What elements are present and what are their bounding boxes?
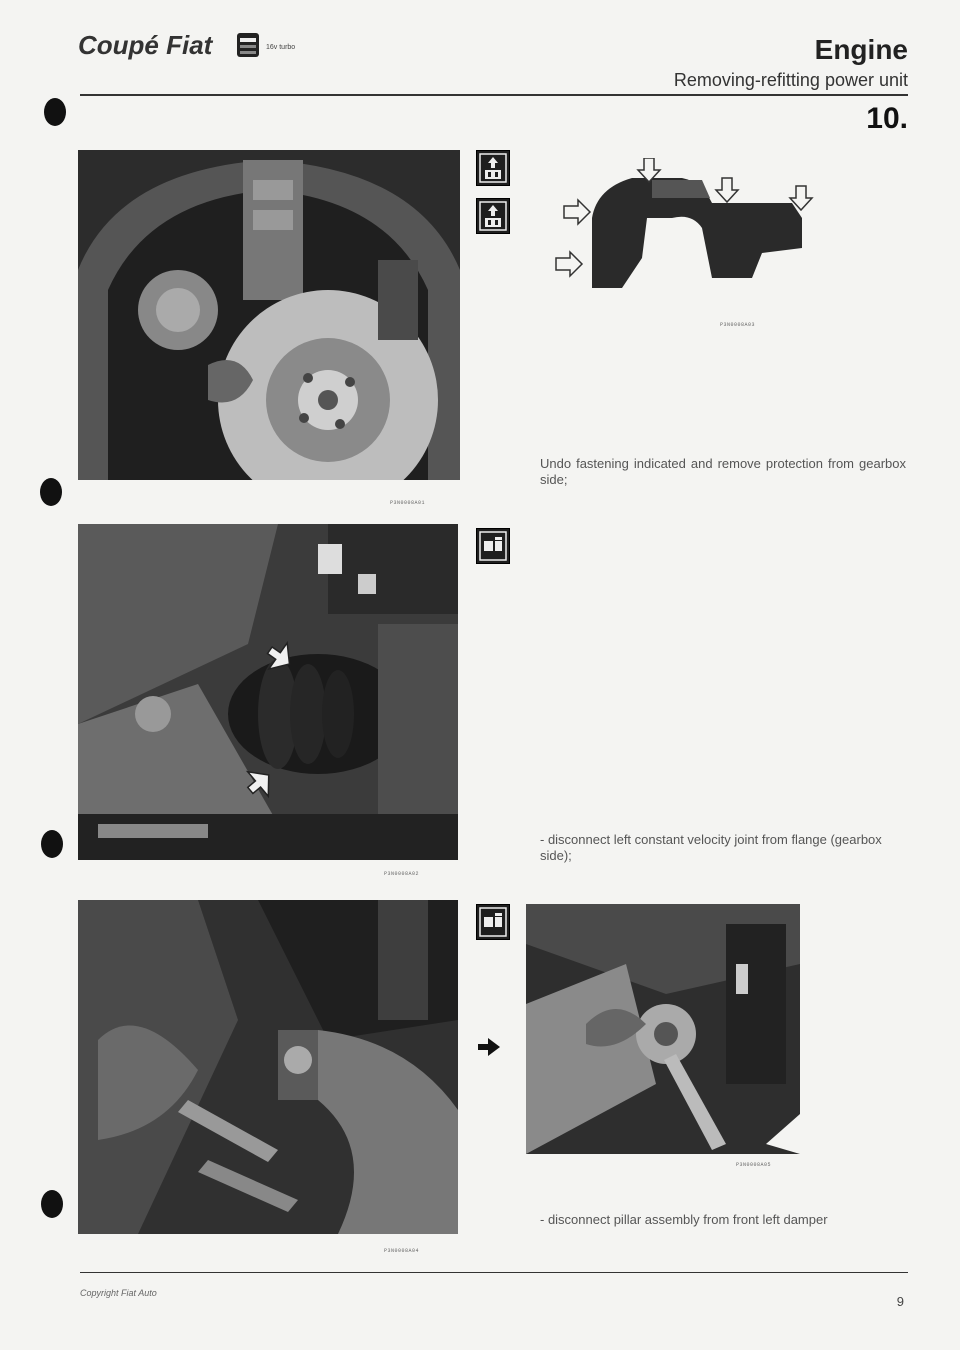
binder-hole-4 [41,1190,63,1218]
figure-ref-1: P3N0008A01 [390,500,426,506]
protection-part-diagram [552,158,832,298]
diagram-ref: P3N0008A03 [720,322,756,328]
footer-rule [80,1272,908,1273]
instruction-text-3: - disconnect pillar assembly from front left damper [540,1212,828,1227]
figure-ref-2: P3N0008A02 [384,871,420,877]
detail-ref: P3N0008A05 [736,1162,772,1168]
brand-name: Coupé Fiat [78,30,213,60]
step-number: 10. [866,102,908,135]
binder-hole-2 [40,478,62,506]
photo-pillar-detail [526,904,800,1154]
disconnect-symbol-icon [476,904,510,940]
photo-pillar-damper [78,900,458,1234]
instruction-text-2: - disconnect left constant velocity joint from flange (gearbox side); [540,832,882,863]
photo-cv-joint [78,524,458,860]
arrow-right-icon [478,1038,500,1056]
page-number: 9 [896,1294,904,1309]
section-title: Engine [814,34,908,65]
brand-logo-icon [236,32,260,58]
operation-symbol-icon [476,198,510,234]
photo-wheel-arch [78,150,460,480]
figure-ref-3: P3N0008A04 [384,1248,420,1254]
instruction-text-1: Undo fastening indicated and remove protection from gearbox side; [540,456,906,487]
section-subtitle: Removing-refitting power unit [673,70,908,90]
operation-symbol-icon [476,150,510,186]
copyright: Copyright Fiat Auto [80,1288,157,1298]
binder-hole-1 [44,98,66,126]
disconnect-symbol-icon [476,528,510,564]
variant-label: 16v turbo [266,44,296,51]
binder-hole-3 [41,830,63,858]
header-rule [80,94,908,96]
brand-title [78,30,212,61]
